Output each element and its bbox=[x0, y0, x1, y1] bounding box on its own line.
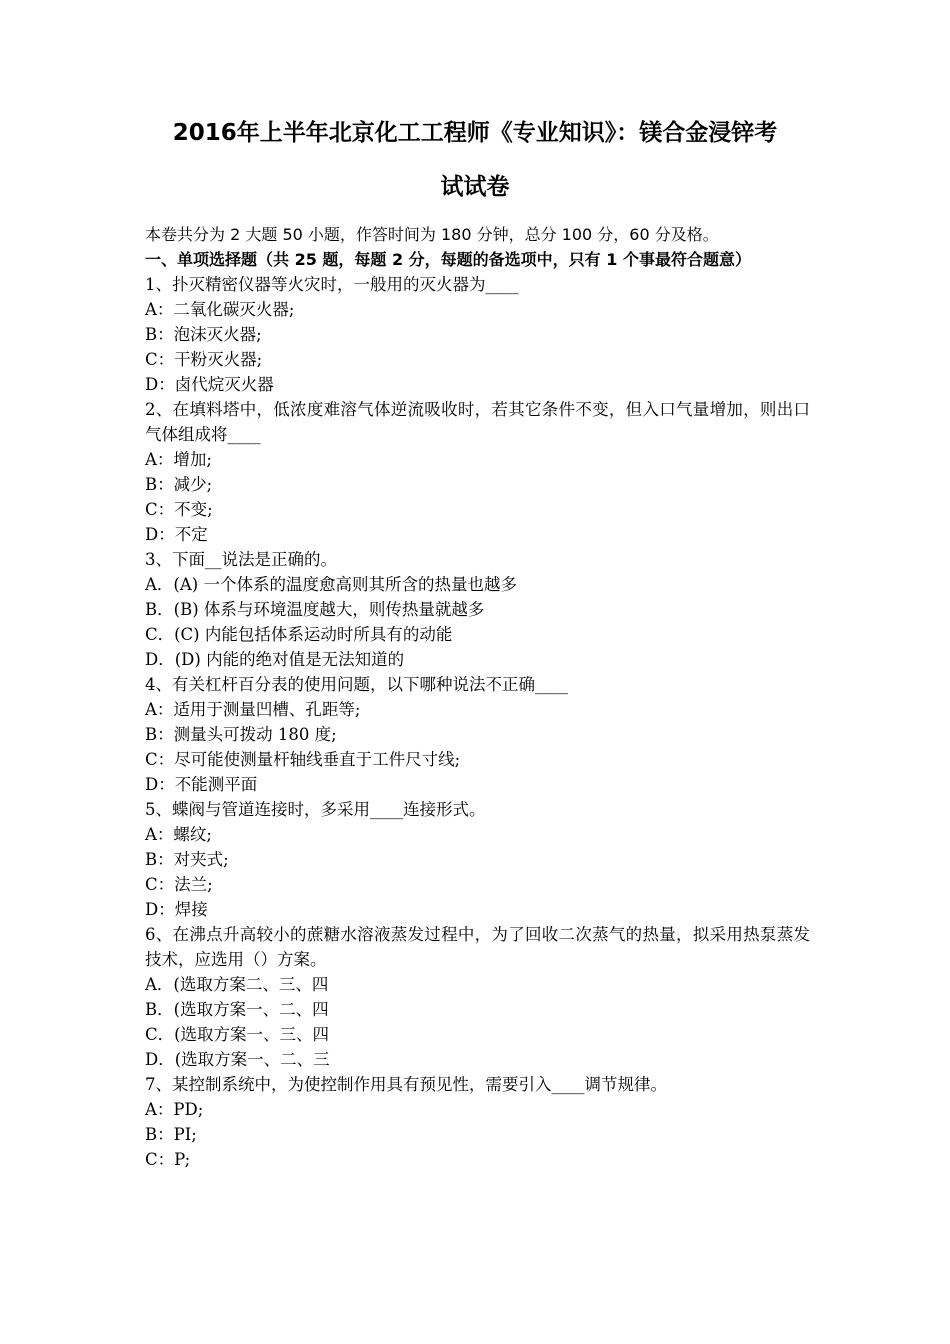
question-option: A．(A) 一个体系的温度愈高则其所含的热量也越多 bbox=[145, 575, 517, 594]
question-option: B．(B) 体系与环境温度越大，则传热量就越多 bbox=[145, 600, 485, 619]
question-item bbox=[145, 272, 810, 397]
document-body bbox=[145, 222, 810, 1172]
question-option: D．(选取方案一、二、三 bbox=[145, 1050, 330, 1069]
question-option: D：焊接 bbox=[145, 900, 208, 919]
question-option: A：二氧化碳灭火器; bbox=[145, 300, 295, 319]
question-stem: 6、在沸点升高较小的蔗糖水溶液蒸发过程中，为了回收二次蒸气的热量，拟采用热泵蒸发技术，应选用（）方案。 bbox=[145, 925, 810, 969]
section-heading: 一、单项选择题（共 25 题，每题 2 分，每题的备选项中，只有 1 个事最符合题意） bbox=[145, 250, 751, 269]
question-option: C：尽可能使测量杆轴线垂直于工件尺寸线; bbox=[145, 750, 461, 769]
question-item bbox=[145, 672, 810, 797]
question-item bbox=[145, 922, 810, 1072]
question-option: B．(选取方案一、二、四 bbox=[145, 1000, 329, 1019]
question-option: B：对夹式; bbox=[145, 850, 229, 869]
exam-intro: 本卷共分为 2 大题 50 小题，作答时间为 180 分钟，总分 100 分，60 分及格。 bbox=[145, 225, 719, 244]
question-option: C：干粉灭火器; bbox=[145, 350, 263, 369]
question-option: A：PD; bbox=[145, 1100, 204, 1119]
question-option: C．(C) 内能包括体系运动时所具有的动能 bbox=[145, 625, 453, 644]
question-option: B：泡沫灭火器; bbox=[145, 325, 262, 344]
question-item bbox=[145, 547, 810, 672]
question-item bbox=[145, 797, 810, 922]
document-title-line-1: 2016年上半年北京化工工程师《专业知识》：镁合金浸锌考 bbox=[172, 120, 778, 146]
question-stem: 1、扑灭精密仪器等火灾时，一般用的灭火器为____ bbox=[145, 275, 519, 294]
question-option: B：PI; bbox=[145, 1125, 197, 1144]
question-option: C．(选取方案一、三、四 bbox=[145, 1025, 330, 1044]
question-option: B：减少; bbox=[145, 475, 213, 494]
question-item bbox=[145, 1072, 810, 1172]
question-option: D：不定 bbox=[145, 525, 208, 544]
question-option: D：不能测平面 bbox=[145, 775, 258, 794]
question-option: C：不变; bbox=[145, 500, 213, 519]
question-option: D：卤代烷灭火器 bbox=[145, 375, 274, 394]
question-option: D．(D) 内能的绝对值是无法知道的 bbox=[145, 650, 405, 669]
question-option: C：法兰; bbox=[145, 875, 213, 894]
question-option: B：测量头可拨动 180 度; bbox=[145, 725, 337, 744]
question-option: A：适用于测量凹槽、孔距等; bbox=[145, 700, 361, 719]
question-stem: 5、蝶阀与管道连接时，多采用____连接形式。 bbox=[145, 800, 486, 819]
question-option: A：螺纹; bbox=[145, 825, 212, 844]
question-list bbox=[145, 272, 810, 1172]
question-stem: 4、有关杠杆百分表的使用问题，以下哪种说法不正确____ bbox=[145, 675, 568, 694]
document-title-line-2: 试试卷 bbox=[440, 174, 510, 200]
question-option: A．(选取方案二、三、四 bbox=[145, 975, 329, 994]
question-item bbox=[145, 397, 810, 547]
question-stem: 3、下面__说法是正确的。 bbox=[145, 550, 337, 569]
question-stem: 7、某控制系统中，为使控制作用具有预见性，需要引入____调节规律。 bbox=[145, 1075, 667, 1094]
question-stem: 2、在填料塔中，低浓度难溶气体逆流吸收时，若其它条件不变，但入口气量增加，则出口气体组成将____ bbox=[145, 400, 810, 444]
question-option: A：增加; bbox=[145, 450, 212, 469]
question-option: C：P; bbox=[145, 1150, 191, 1169]
